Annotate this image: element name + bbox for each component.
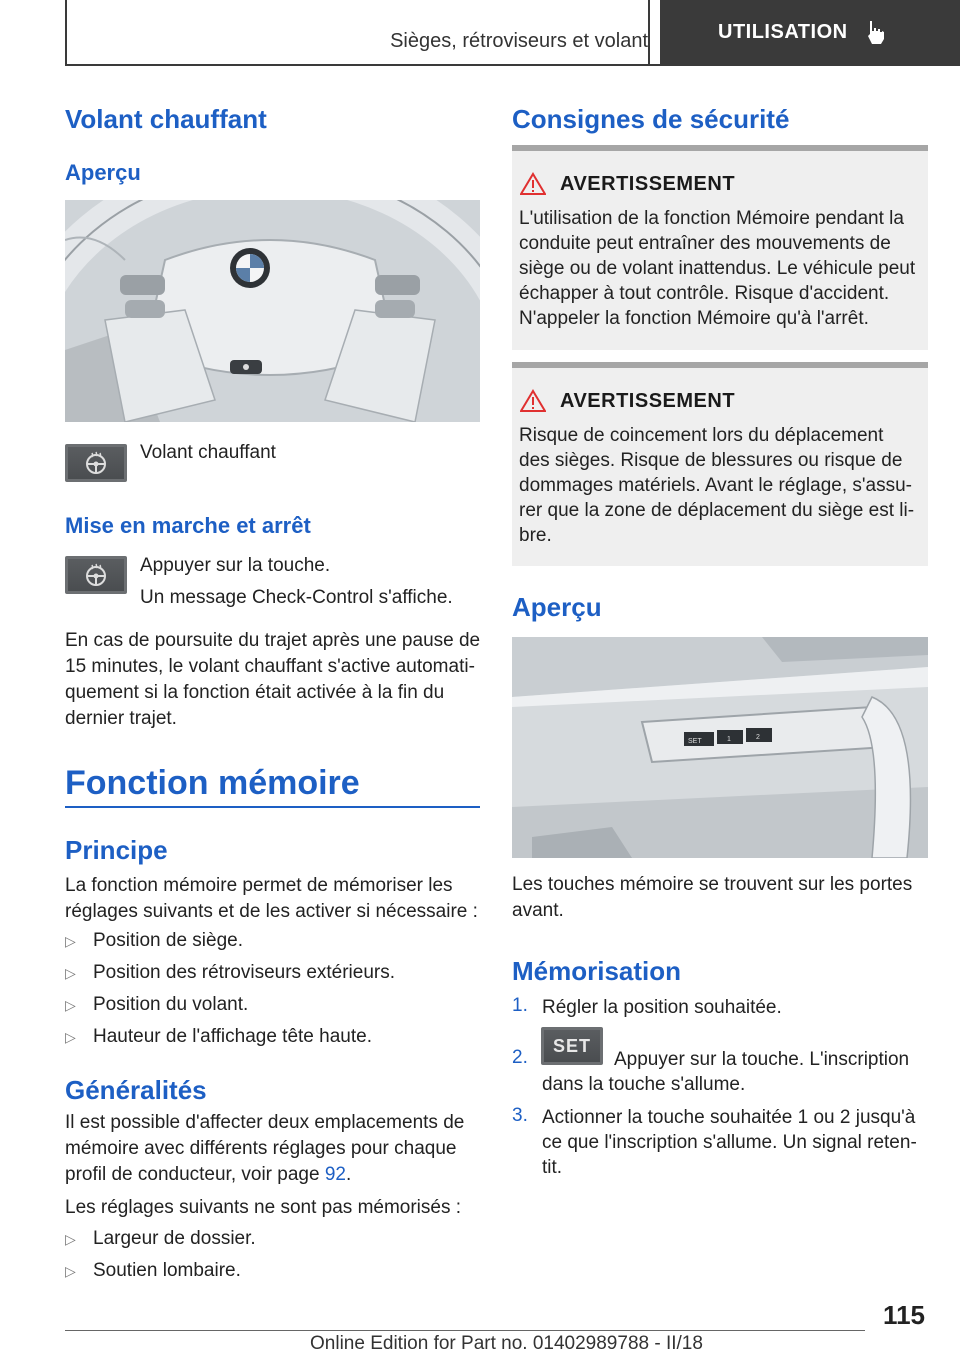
warning-title-1: AVERTISSEMENT: [520, 172, 735, 196]
heading-memorisation: Mémorisation: [512, 956, 682, 986]
list-item: ▷ Hauteur de l'affichage tête haute.: [65, 1026, 372, 1047]
marche-instruction-2: Un message Check-Control s'affiche.: [140, 587, 453, 608]
triangle-bullet-icon: ▷: [65, 965, 76, 981]
para-poursuite-l1: En cas de poursuite du trajet après une pause de: [65, 630, 481, 651]
generalites-l2: mémoire avec différents réglages pour chaque: [65, 1138, 457, 1159]
generalites-l1: Il est possible d'affecter deux emplacements de: [65, 1112, 465, 1133]
triangle-bullet-icon: ▷: [65, 1029, 76, 1045]
principe-l1: La fonction mémoire permet de mémoriser les: [65, 875, 453, 896]
heated-steering-wheel-icon: [83, 562, 109, 588]
caption-volant-chauffant: Volant chauffant: [140, 442, 276, 463]
step-2-text-l2: dans la touche s'allume.: [542, 1074, 746, 1095]
warning-2-line: Risque de coincement lors du déplacement: [519, 425, 884, 446]
warning-1-line: échapper à tout contrôle. Risque d'accident.: [519, 283, 890, 304]
svg-text:SET: SET: [688, 738, 702, 745]
svg-text:2: 2: [756, 734, 760, 741]
step-number: 2.: [512, 1047, 528, 1068]
heated-wheel-button-image-2: [65, 556, 127, 594]
warning-1-line: conduite peut entraîner des mouvements de: [519, 233, 891, 254]
para-poursuite-l3: quement si la fonction était activée à la fin du: [65, 682, 445, 703]
photo-caption-l2: avant.: [512, 900, 564, 921]
heading-underline: [65, 806, 480, 808]
step-number: 3.: [512, 1105, 528, 1126]
warning-triangle-icon: [520, 172, 546, 196]
set-button-label: SET: [544, 1030, 600, 1062]
list-item: ▷ Position de siège.: [65, 930, 243, 951]
warning-2-line: bre.: [519, 525, 552, 546]
heading-mise-en-marche: Mise en marche et arrêt: [65, 513, 311, 538]
set-button-image: [541, 1027, 603, 1065]
footer-edition: Online Edition for Part no. 01402989788 - II/18: [310, 1333, 703, 1354]
warning-title-2: AVERTISSEMENT: [520, 389, 735, 413]
generalites-l4: Les réglages suivants ne sont pas mémorisés :: [65, 1197, 462, 1218]
heading-generalites: Généralités: [65, 1075, 207, 1105]
step-1-text: Régler la position souhaitée.: [542, 997, 782, 1018]
step-2-text-l1: Appuyer sur la touche. L'inscription: [614, 1049, 910, 1070]
warning-1-line: L'utilisation de la fonction Mémoire pendant la: [519, 208, 904, 229]
heading-principe: Principe: [65, 835, 168, 865]
warning-1-line: siège ou de volant inattendus. Le véhicule peut: [519, 258, 916, 279]
warning-2-line: dommages matériels. Avant le réglage, s'assu-: [519, 475, 912, 496]
triangle-bullet-icon: ▷: [65, 1231, 76, 1247]
header-divider: [648, 0, 650, 66]
triangle-bullet-icon: ▷: [65, 997, 76, 1013]
list-item: ▷ Largeur de dossier.: [65, 1228, 256, 1249]
warning-2-line: rer que la zone de déplacement du siège est li-: [519, 500, 915, 521]
step-3-text-l1: Actionner la touche souhaitée 1 ou 2 jusqu'à: [542, 1107, 916, 1128]
warning-1-line: N'appeler la fonction Mémoire qu'à l'arrêt.: [519, 308, 869, 329]
warning-triangle-icon: [520, 389, 546, 413]
door-memory-buttons-photo: [512, 637, 928, 858]
triangle-bullet-icon: ▷: [65, 1263, 76, 1279]
marche-instruction-1: Appuyer sur la touche.: [140, 555, 331, 576]
principe-l2: réglages suivants et de les activer si nécessaire :: [65, 901, 478, 922]
heading-consignes-securite: Consignes de sécurité: [512, 104, 790, 134]
step-3-text-l2: ce que l'inscription s'allume. Un signal reten-: [542, 1132, 917, 1153]
para-poursuite-l2: 15 minutes, le volant chauffant s'active automati-: [65, 656, 475, 677]
door-panel-illustration: [512, 637, 928, 858]
heated-steering-wheel-icon: [83, 450, 109, 476]
steering-wheel-illustration: [65, 200, 480, 422]
list-item: ▷ Position du volant.: [65, 994, 249, 1015]
generalites-l3: profil de conducteur, voir page 92.: [65, 1164, 352, 1185]
footer-rule: [65, 1330, 865, 1331]
step-3-text-l3: tit.: [542, 1157, 563, 1178]
page-number: 115: [883, 1300, 925, 1330]
photo-caption-l1: Les touches mémoire se trouvent sur les portes: [512, 874, 913, 895]
heading-apercu: Aperçu: [65, 160, 141, 185]
warning-2-line: des sièges. Risque de blessures ou risque de: [519, 450, 903, 471]
heading-apercu-right: Aperçu: [512, 592, 602, 622]
step-number: 1.: [512, 995, 528, 1016]
para-poursuite-l4: dernier trajet.: [65, 708, 177, 729]
page-reference-link[interactable]: 92: [324, 1164, 346, 1185]
heated-wheel-button-image: [65, 444, 127, 482]
header-left-line: [65, 0, 67, 66]
header-rule: [65, 64, 960, 66]
steering-wheel-photo: [65, 200, 480, 422]
heading-volant-chauffant: Volant chauffant: [65, 104, 267, 134]
list-item: ▷ Position des rétroviseurs extérieurs.: [65, 962, 396, 983]
pointing-hand-icon: [864, 19, 888, 45]
chapter-label: UTILISATION: [718, 20, 848, 43]
header-chapter-tab: [660, 0, 960, 64]
header-section-title: Sièges, rétroviseurs et volant: [390, 30, 648, 52]
heading-fonction-memoire: Fonction mémoire: [65, 764, 360, 802]
svg-text:1: 1: [727, 736, 731, 743]
triangle-bullet-icon: ▷: [65, 933, 76, 949]
list-item: ▷ Soutien lombaire.: [65, 1260, 241, 1281]
